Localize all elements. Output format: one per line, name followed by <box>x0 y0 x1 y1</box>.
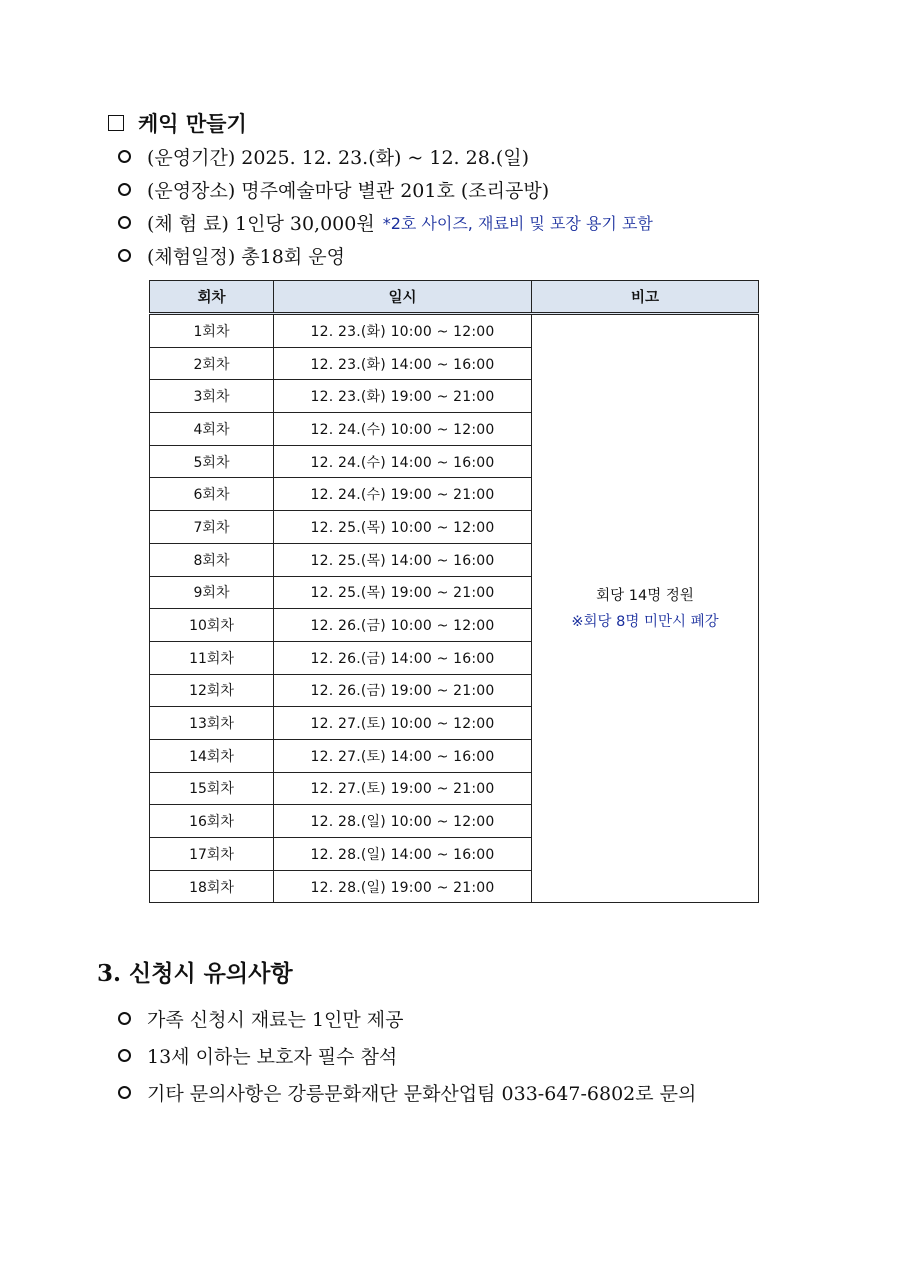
info-schedule <box>118 242 345 268</box>
notice-item <box>118 1005 404 1031</box>
header-datetime: 일시 <box>274 281 532 314</box>
session-cell: 14회차 <box>150 739 274 772</box>
datetime-cell: 12. 27.(토) 19:00 ~ 21:00 <box>274 772 532 805</box>
datetime-cell: 12. 27.(토) 10:00 ~ 12:00 <box>274 707 532 740</box>
ring-bullet-icon <box>118 249 131 262</box>
ring-bullet-icon <box>118 1086 131 1099</box>
session-cell: 12회차 <box>150 674 274 707</box>
ring-bullet-icon <box>118 1012 131 1025</box>
section3-title: 3. 신청시 유의사항 <box>97 960 293 987</box>
datetime-cell: 12. 25.(목) 14:00 ~ 16:00 <box>274 543 532 576</box>
datetime-cell: 12. 23.(화) 10:00 ~ 12:00 <box>274 314 532 348</box>
datetime-cell: 12. 28.(일) 19:00 ~ 21:00 <box>274 870 532 903</box>
datetime-cell: 12. 26.(금) 10:00 ~ 12:00 <box>274 609 532 642</box>
datetime-cell: 12. 28.(일) 14:00 ~ 16:00 <box>274 838 532 871</box>
info-fee <box>118 209 653 235</box>
session-cell: 15회차 <box>150 772 274 805</box>
info-value: 총18회 운영 <box>241 245 345 268</box>
remark-cell <box>532 314 759 903</box>
session-cell: 18회차 <box>150 870 274 903</box>
session-cell: 6회차 <box>150 478 274 511</box>
section-title-text: 케익 만들기 <box>138 112 247 136</box>
info-label: (운영기간) <box>147 146 236 169</box>
notice-text: 가족 신청시 재료는 1인만 제공 <box>147 1008 404 1031</box>
table-header-row <box>150 281 759 314</box>
notice-text: 13세 이하는 보호자 필수 참석 <box>147 1045 398 1068</box>
info-value: 2025. 12. 23.(화) ~ 12. 28.(일) <box>241 146 530 169</box>
ring-bullet-icon <box>118 1049 131 1062</box>
remark-cancel-note: ※회당 8명 미만시 폐강 <box>571 613 719 630</box>
table-row <box>150 314 759 348</box>
session-cell: 10회차 <box>150 609 274 642</box>
notice-item <box>118 1042 397 1068</box>
session-cell: 8회차 <box>150 543 274 576</box>
section-title <box>108 108 247 138</box>
info-note: *2호 사이즈, 재료비 및 포장 용기 포함 <box>382 213 653 233</box>
schedule-table <box>149 280 759 903</box>
datetime-cell: 12. 26.(금) 19:00 ~ 21:00 <box>274 674 532 707</box>
session-cell: 9회차 <box>150 576 274 609</box>
session-cell: 13회차 <box>150 707 274 740</box>
datetime-cell: 12. 26.(금) 14:00 ~ 16:00 <box>274 641 532 674</box>
info-value: 명주예술마당 별관 201호 (조리공방) <box>241 179 550 202</box>
session-cell: 2회차 <box>150 347 274 380</box>
session-cell: 4회차 <box>150 413 274 446</box>
info-label: (체험일정) <box>147 245 236 268</box>
session-cell: 16회차 <box>150 805 274 838</box>
session-cell: 3회차 <box>150 380 274 413</box>
session-cell: 17회차 <box>150 838 274 871</box>
datetime-cell: 12. 25.(목) 19:00 ~ 21:00 <box>274 576 532 609</box>
remark-capacity: 회당 14명 정원 <box>596 587 694 604</box>
session-cell: 5회차 <box>150 445 274 478</box>
checkbox-icon <box>108 115 124 131</box>
info-label: (운영장소) <box>147 179 236 202</box>
ring-bullet-icon <box>118 216 131 229</box>
datetime-cell: 12. 25.(목) 10:00 ~ 12:00 <box>274 511 532 544</box>
datetime-cell: 12. 24.(수) 10:00 ~ 12:00 <box>274 413 532 446</box>
ring-bullet-icon <box>118 150 131 163</box>
datetime-cell: 12. 24.(수) 14:00 ~ 16:00 <box>274 445 532 478</box>
notice-item <box>118 1079 696 1105</box>
session-cell: 1회차 <box>150 314 274 348</box>
datetime-cell: 12. 23.(화) 14:00 ~ 16:00 <box>274 347 532 380</box>
datetime-cell: 12. 28.(일) 10:00 ~ 12:00 <box>274 805 532 838</box>
info-period <box>118 143 529 169</box>
datetime-cell: 12. 27.(토) 14:00 ~ 16:00 <box>274 739 532 772</box>
header-remark: 비고 <box>532 281 759 314</box>
info-label: (체 험 료) <box>147 212 229 235</box>
session-cell: 7회차 <box>150 511 274 544</box>
notice-text: 기타 문의사항은 강릉문화재단 문화산업팀 033-647-6802로 문의 <box>147 1082 697 1105</box>
info-place <box>118 176 549 202</box>
header-session: 회차 <box>150 281 274 314</box>
datetime-cell: 12. 24.(수) 19:00 ~ 21:00 <box>274 478 532 511</box>
info-value: 1인당 30,000원 <box>235 212 375 235</box>
ring-bullet-icon <box>118 183 131 196</box>
datetime-cell: 12. 23.(화) 19:00 ~ 21:00 <box>274 380 532 413</box>
session-cell: 11회차 <box>150 641 274 674</box>
